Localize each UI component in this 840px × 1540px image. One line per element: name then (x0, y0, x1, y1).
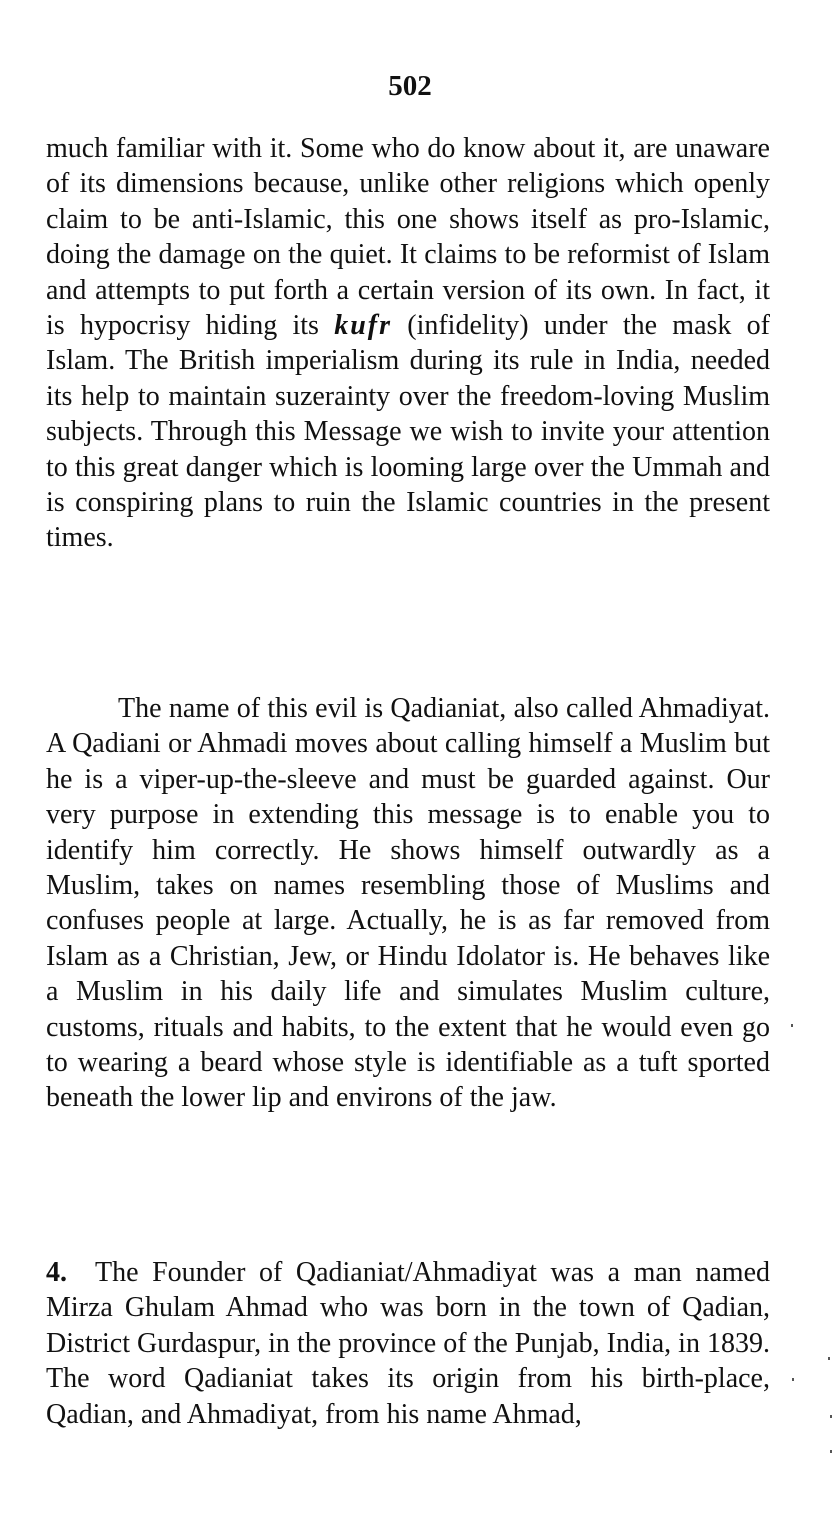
scan-speck (830, 1415, 832, 1418)
paragraph-1-text-end: (infidelity) under the mask of Islam. The British imperialism during its rule in India, needed its help to maintain suzerainty over the freedom-loving Muslim subjects. Through this Message we wish to invite your attention to this great danger which is looming large over the Ummah and is conspiring plans to ruin the Islamic countries in the present times. (46, 310, 770, 554)
paragraph-3-text: The Founder of Qadianiat/Ahmadiyat was a man named Mirza Ghulam Ahmad who was born in the town of Qadian, District Gurdaspur, in the province of the Punjab, India, in 1839. The word Qadianiat takes its origin from his birth-place, Qadian, and Ahmadiyat, from his name Ahmad, (46, 1257, 770, 1430)
page-number: 502 (388, 70, 432, 102)
paragraph-1-text-start: much familiar with it. Some who do know about it, are unaware of its dimensions because, unlike other religions which openly claim to be anti-Islamic, this one shows itself as pro-Islamic, doing the damage on the quiet. It claims to be reformist of Islam and attempts to put forth a certain version of its own. In fact, it is hypocrisy hiding its (46, 133, 770, 342)
scan-speck (830, 1450, 832, 1453)
section-number: 4. (46, 1257, 67, 1288)
paragraph-1 (46, 131, 770, 556)
scan-speck (791, 1024, 793, 1027)
emphasis-kufr: kufr (334, 310, 392, 342)
paragraph-2: The name of this evil is Qadianiat, also called Ahmadiyat. A Qadiani or Ahmadi moves about calling himself a Muslim but he is a viper-up-the-sleeve and must be guarded against. Our very purpose in extending this message is to enable you to identify him correctly. He shows himself outwardly as a Muslim, takes on names resembling those of Muslims and confuses people at large. Actually, he is as far removed from Islam as a Christian, Jew, or Hindu Idolator is. He behaves like a Muslim in his daily life and simulates Muslim culture, customs, rituals and habits, to the extent that he would even go to wearing a beard whose style is identifiable as a tuft sported beneath the lower lip and environs of the jaw. (46, 693, 770, 1114)
scan-speck (828, 1357, 830, 1360)
paragraph-3 (46, 1255, 770, 1432)
scan-speck (792, 1378, 794, 1381)
